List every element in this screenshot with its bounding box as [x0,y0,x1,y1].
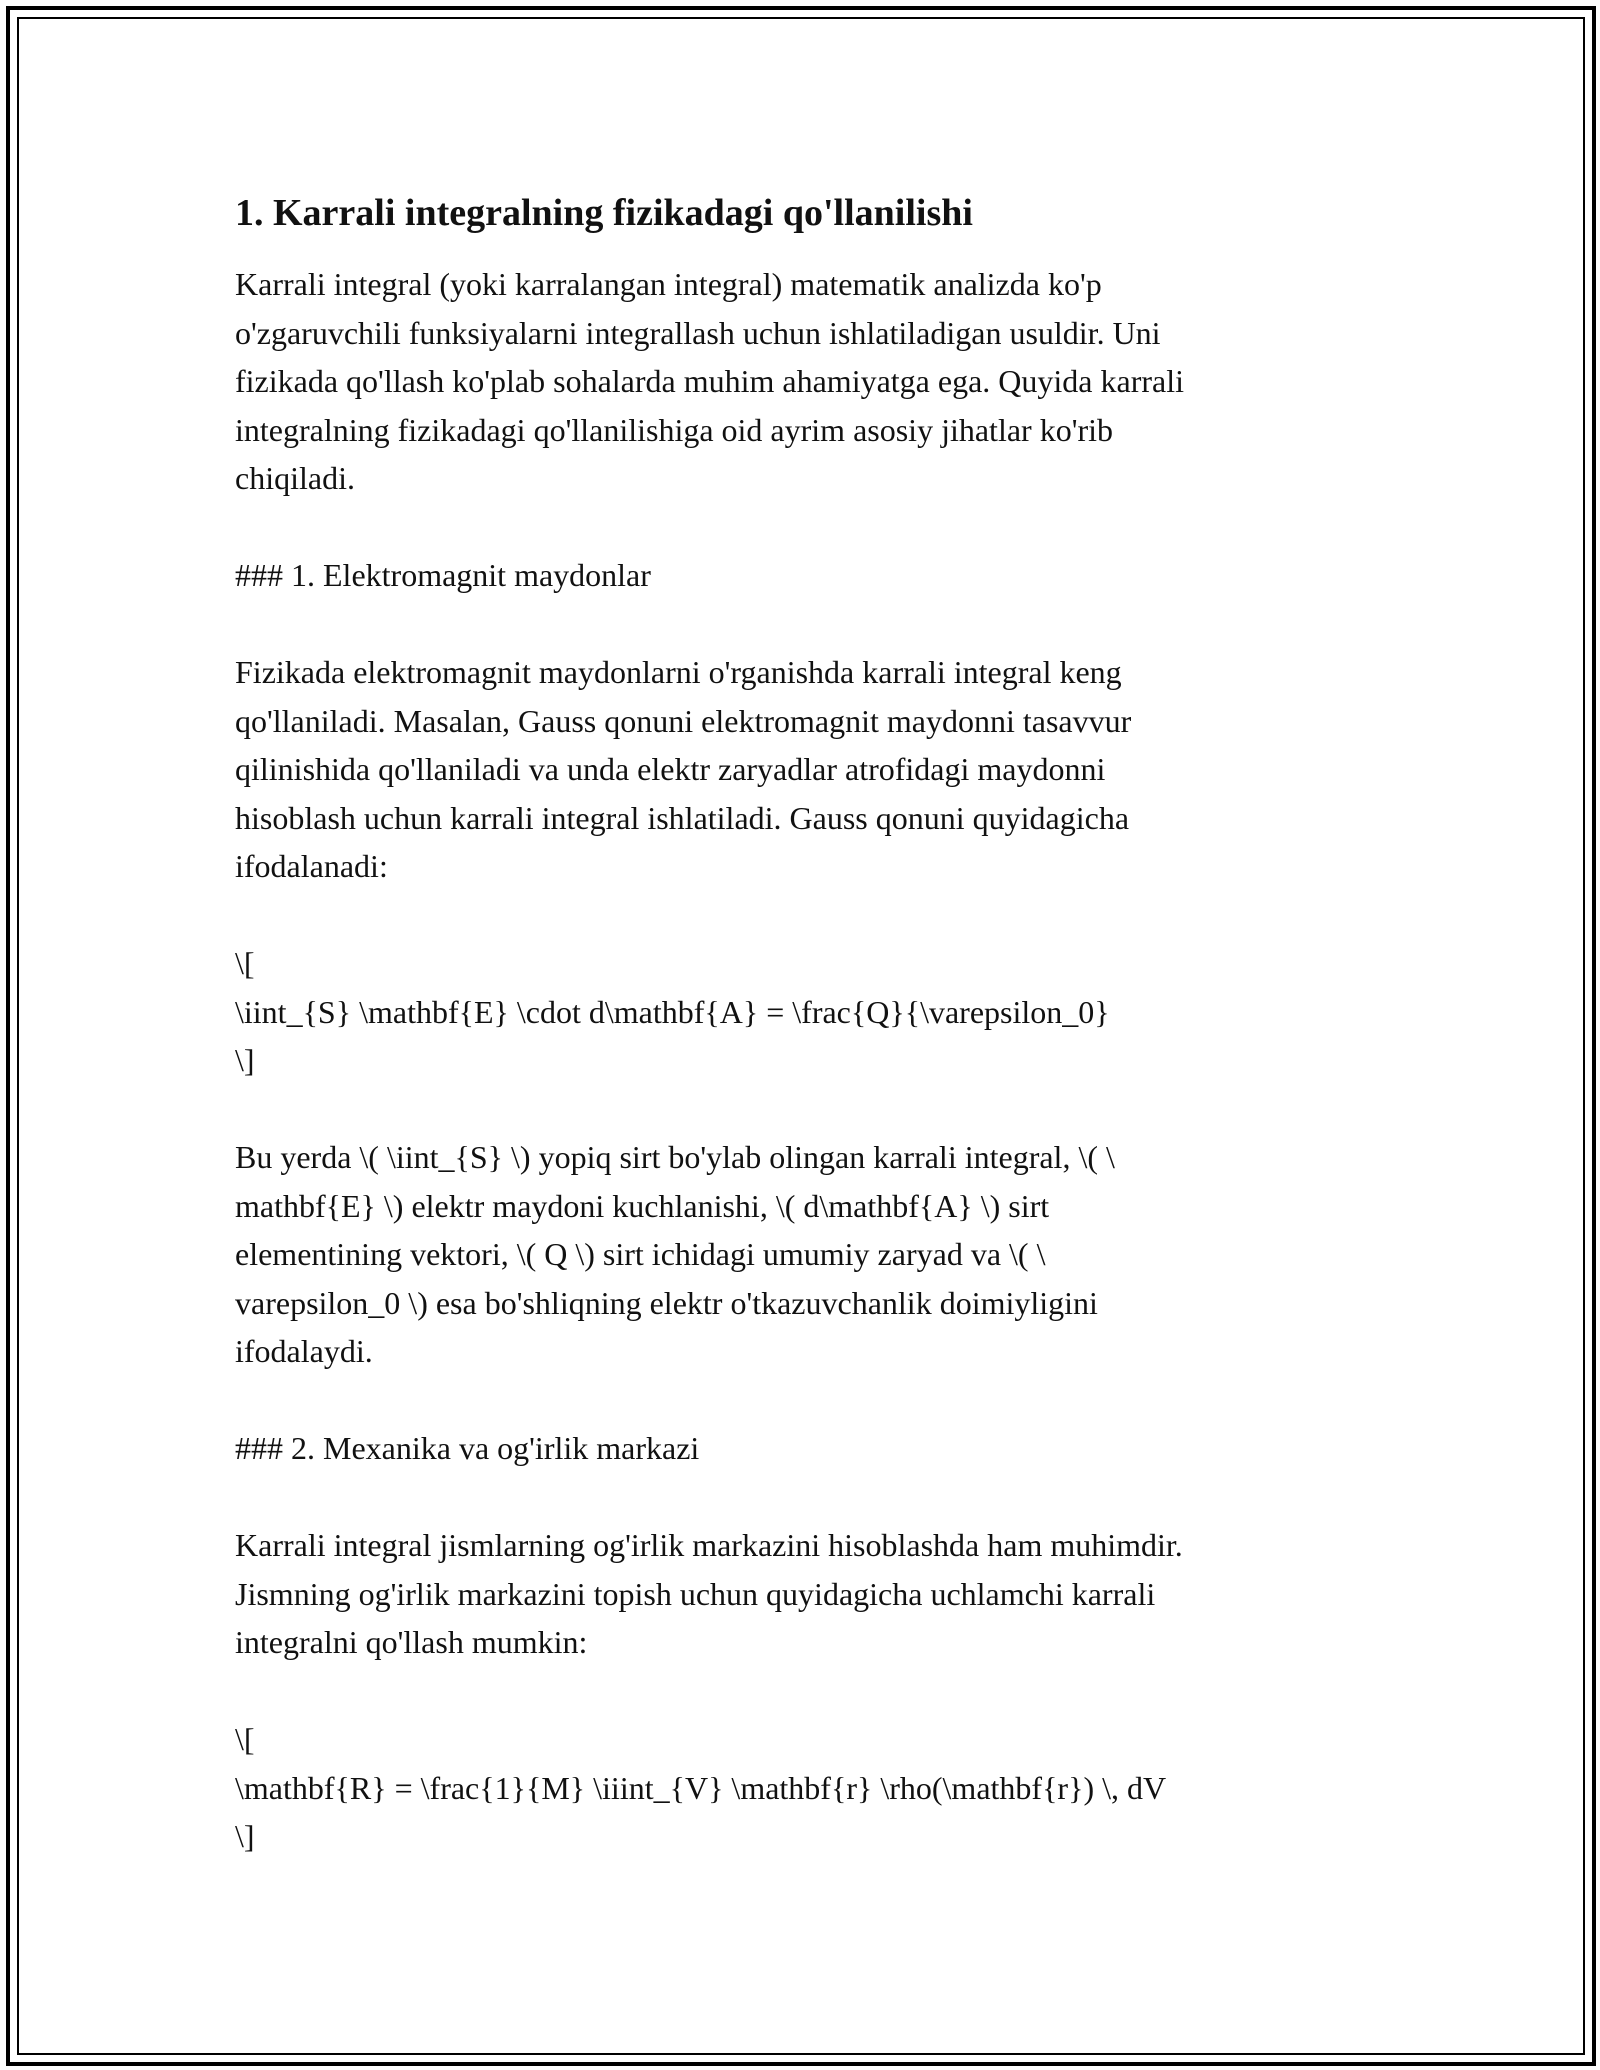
document-body [235,188,1345,1861]
electromagnetic-paragraph: Fizikada elektromagnit maydonlarni o'rganishda karrali integral keng qo'llaniladi. Masalan, Gauss qonuni elektromagnit maydonni tasavvur qilinishida qo'llaniladi va unda elektr zaryadlar atrofidagi maydonni hisoblash uchun karrali integral ishlatiladi. Gauss qonuni quyidagicha ifodalanadi: [235,654,1132,884]
document-title: 1. Karrali integralning fizikadagi qo'llanilishi [235,192,973,234]
gauss-law-explanation: Bu yerda \( \iint_{S} \) yopiq sirt bo'ylab olingan karrali integral, \( \ mathbf{E} \) elektr maydoni kuchlanishi, \( d\mathbf{A} \) sirt elementining vektori, \( Q \) sirt ichidagi umumiy zaryad va \( \ varepsilon_0 \) esa bo'shliqning elektr o'tkazuvchanlik doimiyligini ifodalaydi. [235,1139,1115,1369]
intro-paragraph: Karrali integral (yoki karralangan integral) matematik analizda ko'p o'zgaruvchili funksiyalarni integrallash uchun ishlatiladigan usuldir. Uni fizikada qo'llash ko'plab sohalarda muhim ahamiyatga ega. Quyida karrali integralning fizikadagi qo'llanilishiga oid ayrim asosiy jihatlar ko'rib chiqiladi. [235,266,1184,496]
section-heading-electromagnetic: ### 1. Elektromagnit maydonlar [235,557,651,593]
mechanics-paragraph: Karrali integral jismlarning og'irlik markazini hisoblashda ham muhimdir. Jismning og'irlik markazini topish uchun quyidagicha uchlamchi karrali integralni qo'llash mumkin: [235,1527,1183,1660]
center-of-mass-formula: \[ \mathbf{R} = \frac{1}{M} \iiint_{V} \mathbf{r} \rho(\mathbf{r}) \, dV \] [235,1721,1167,1854]
gauss-law-formula: \[ \iint_{S} \mathbf{E} \cdot d\mathbf{A} = \frac{Q}{\varepsilon_0} \] [235,945,1110,1078]
section-heading-mechanics: ### 2. Mexanika va og'irlik markazi [235,1430,700,1466]
